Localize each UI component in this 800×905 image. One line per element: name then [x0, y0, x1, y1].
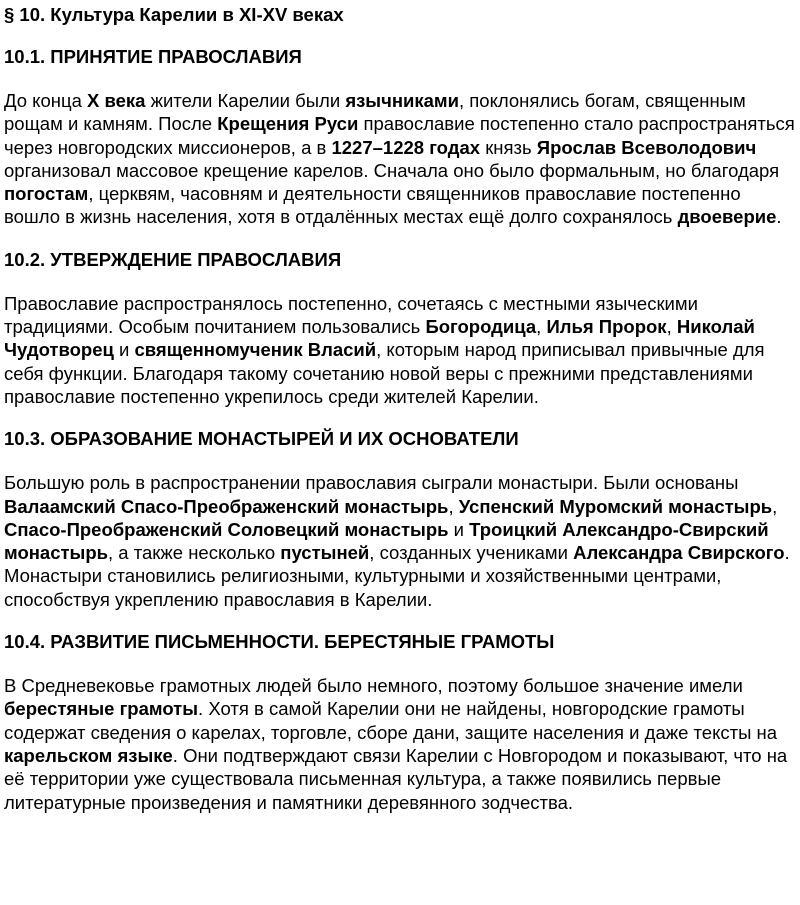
text-run: До конца — [4, 90, 87, 111]
section-heading: 10.1. ПРИНЯТИЕ ПРАВОСЛАВИЯ — [4, 46, 302, 67]
text-run: . Хотя в самой Карелии они не найдены, новгородские грамоты содержат сведения о карелах, торговле, сборе дани, защите населения и даже тексты на — [4, 698, 778, 743]
text-run: князь — [480, 136, 537, 158]
section-heading: 10.2. УТВЕРЖДЕНИЕ ПРАВОСЛАВИЯ — [4, 248, 342, 270]
section-4 — [4, 630, 796, 814]
text-run: организовал массовое крещение карелов. Сначала оно было формальным, но благодаря — [4, 159, 780, 181]
bold-term: Успенский Муромский монастырь — [458, 495, 773, 517]
text-run: православие постепенно стало распространяться через новгородских миссионеров, а в — [4, 113, 795, 158]
text-run: . — [776, 206, 782, 228]
text-run: , а также несколько — [108, 542, 281, 564]
text-run: , — [536, 316, 547, 338]
text-run: Большую роль в распространении православия сыграли монастыри. Были основаны — [4, 472, 739, 494]
section-1 — [4, 45, 796, 229]
bold-term: X века — [87, 90, 146, 111]
text-run: жители Карелии были — [145, 90, 346, 111]
page-title: § 10. Культура Карелии в XI-XV веках — [4, 4, 344, 25]
bold-term: двоеверие — [677, 206, 777, 228]
text-run: . Монастыри становились религиозными, культурными и хозяйственными центрами, способствуя укреплению православия в Карелии. — [4, 542, 790, 610]
bold-term: берестяные грамоты — [4, 698, 199, 720]
bold-term: Валаамский Спасо-Преображенский монастырь — [4, 495, 449, 517]
section-paragraph — [4, 471, 796, 611]
bold-term: Богородица — [425, 316, 537, 338]
bold-term: Троицкий Александро-Свирский монастырь — [4, 518, 769, 564]
bold-term: Илья Пророк — [546, 316, 667, 338]
section-heading: 10.3. ОБРАЗОВАНИЕ МОНАСТЫРЕЙ И ИХ ОСНОВАТЕЛИ — [4, 428, 519, 450]
bold-term: язычниками — [345, 90, 459, 111]
section-heading: 10.4. РАЗВИТИЕ ПИСЬМЕННОСТИ. БЕРЕСТЯНЫЕ ГРАМОТЫ — [4, 631, 555, 653]
bold-term: Крещения Руси — [217, 113, 359, 135]
text-run: , — [772, 495, 778, 517]
text-run: и — [448, 518, 470, 540]
text-run: , — [666, 316, 677, 338]
text-run: , церквям, часовням и деятельности священников православие постепенно вошло в жизнь населения, хотя в отдалённых местах ещё долго сохранялось — [4, 183, 741, 228]
bold-term: 1227–1228 годах — [331, 136, 481, 158]
text-run: . Они подтверждают связи Карелии с Новгородом и показывают, что на её территории уже существовала письменная культура, а также появились первые литературные произведения и памятники деревянного зодчества. — [4, 744, 788, 813]
text-run: и — [113, 339, 135, 361]
bold-term: карельском языке — [4, 744, 173, 766]
section-2 — [4, 248, 796, 408]
bold-term: Ярослав Всеволодович — [536, 136, 757, 158]
bold-term: Александра Свирского — [573, 542, 785, 564]
bold-term: Спасо-Преображенский Соловецкий монастырь — [4, 518, 449, 540]
text-run: Православие распространялось постепенно, сочетаясь с местными языческими традициями. Особым почитанием пользовались — [4, 292, 698, 338]
text-run: , — [448, 495, 459, 517]
text-run: В Средневековье грамотных людей было немного, поэтому большое значение имели — [4, 675, 743, 697]
text-run: , поклонялись богам, священным рощам и камням. После — [4, 90, 746, 135]
text-run: , созданных учениками — [369, 542, 574, 564]
section-paragraph — [4, 89, 796, 229]
bold-term: погостам — [4, 183, 89, 205]
text-run: , которым народ приписывал привычные для себя функции. Благодаря такому сочетанию новой веры с прежними представлениями православие постепенно укрепилось среди жителей Карелии. — [4, 339, 765, 407]
section-paragraph — [4, 292, 796, 408]
section-paragraph — [4, 674, 796, 814]
bold-term: пустыней — [280, 542, 370, 564]
bold-term: священномученик Власий — [134, 339, 377, 361]
section-3 — [4, 427, 796, 611]
bold-term: Николай Чудотворец — [4, 316, 755, 361]
